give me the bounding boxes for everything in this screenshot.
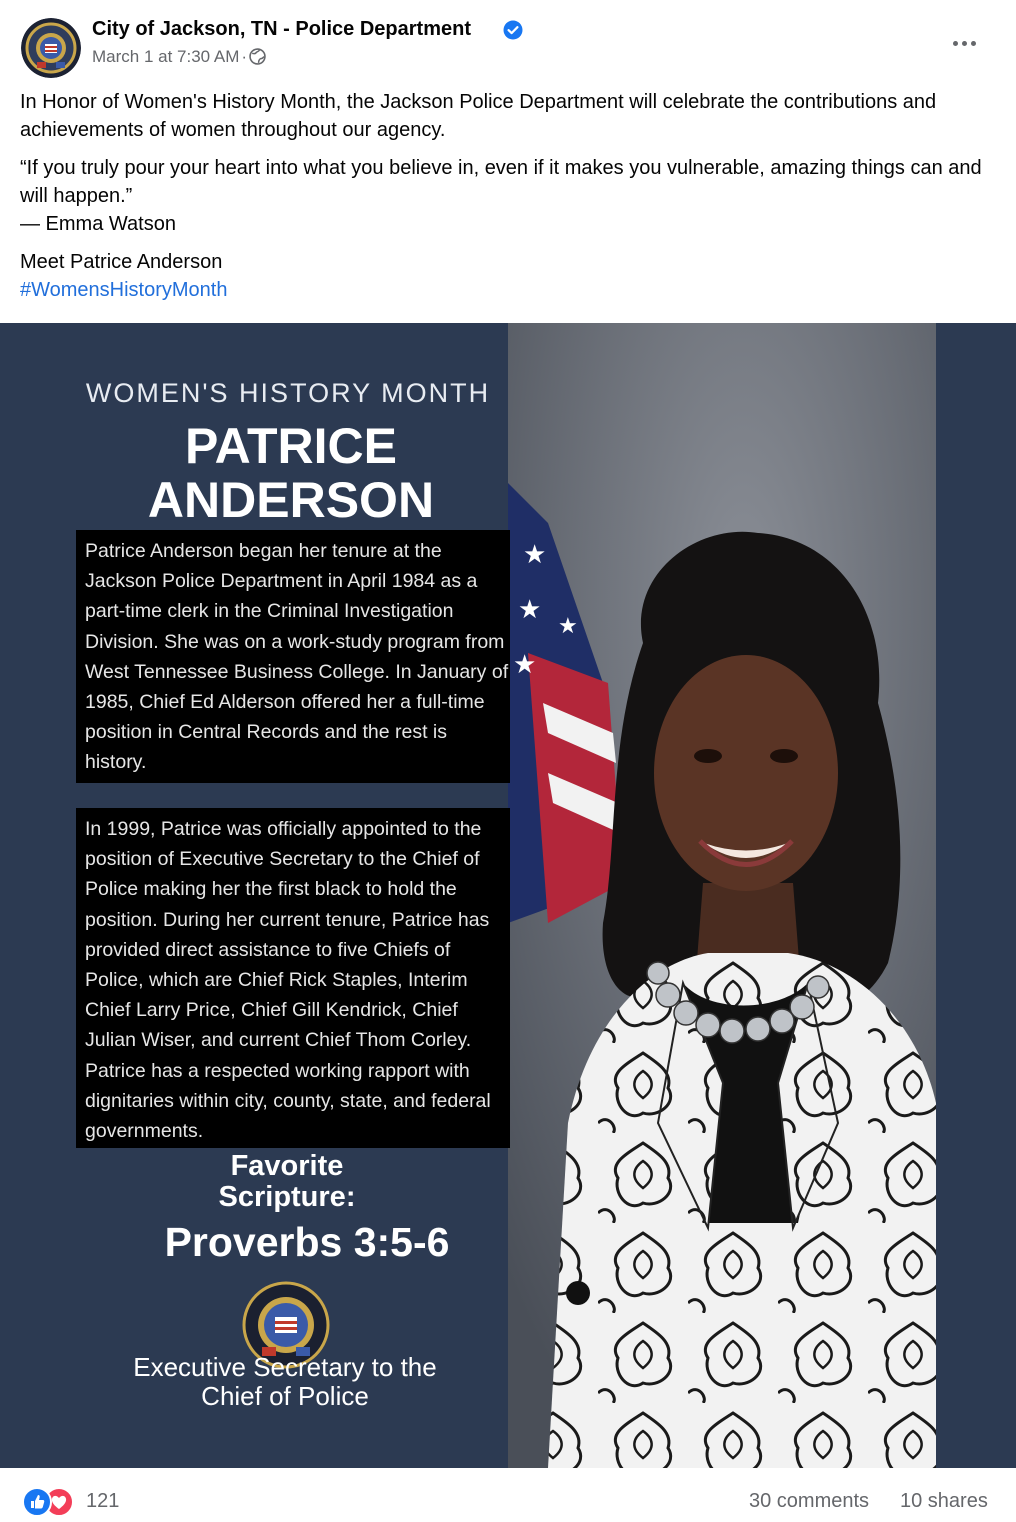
svg-text:★: ★ <box>558 614 578 639</box>
comments-count-link[interactable]: 30 comments <box>749 1490 870 1512</box>
role-title <box>60 1353 510 1411</box>
post-text <box>20 88 1000 304</box>
reaction-count[interactable]: 121 <box>86 1490 120 1512</box>
post-paragraph: In Honor of Women's History Month, the Jackson Police Department will celebrate the contributions and achievements of women throughout our agency. <box>20 91 937 141</box>
role-line: Chief of Police <box>201 1381 369 1411</box>
svg-text:★: ★ <box>513 650 537 680</box>
favorite-line: Favorite <box>230 1150 344 1182</box>
post-quote: “If you truly pour your heart into what you believe in, even if it makes you vulnerable, amazing things can and will happen.” <box>20 157 982 207</box>
graphic-subtitle: WOMEN'S HISTORY MONTH <box>85 378 491 408</box>
page-name-link[interactable]: City of Jackson, TN - Police Department <box>92 18 471 40</box>
svg-text:★: ★ <box>518 595 542 625</box>
post-meet-line: Meet Patrice Anderson <box>20 251 223 273</box>
meta-separator: · <box>241 47 248 66</box>
page-avatar[interactable] <box>21 18 81 78</box>
verified-badge-icon <box>503 20 523 40</box>
name-line: ANDERSON <box>147 472 435 528</box>
more-dot-icon <box>953 41 958 46</box>
name-line: PATRICE <box>184 418 398 474</box>
role-line: Executive Secretary to the <box>133 1352 437 1382</box>
portrait-photo <box>508 323 936 1468</box>
like-reaction-icon <box>22 1487 52 1517</box>
more-dot-icon <box>962 41 967 46</box>
favorite-scripture-heading <box>60 1151 514 1213</box>
post-meta <box>92 47 266 67</box>
hashtag-link[interactable]: #WomensHistoryMonth <box>20 279 228 301</box>
scripture-reference: Proverbs 3:5-6 <box>164 1219 450 1265</box>
bio-box-1: Patrice Anderson began her tenure at the Jackson Police Department in April 1984 as a part-time clerk in the Criminal Investigation Division. She was on a work-study program from West Tennessee Business College. In January of 1985, Chief Ed Alderson offered her a full-time position in Central Records and the rest is history. <box>76 530 510 783</box>
svg-text:★: ★ <box>523 540 547 570</box>
post-image[interactable] <box>0 323 1016 1468</box>
quote-author: — Emma Watson <box>20 213 176 235</box>
bio-box-2: In 1999, Patrice was officially appointed to the position of Executive Secretary to the Chief of Police making her the first black to hold the position. During her current tenure, Patrice has provided direct assistance to five Chiefs of Police, which are Chief Rick Staples, Interim Chief Larry Price, Chief Gill Kendrick, Chief Julian Wiser, and current Chief Thom Corley. Patrice has a respected working rapport with dignitaries within city, county, state, and federal governments. <box>76 808 510 1148</box>
graphic-name <box>60 419 522 527</box>
shares-count-link[interactable]: 10 shares <box>900 1490 988 1512</box>
post-timestamp-link[interactable]: March 1 at 7:30 AM <box>92 47 240 66</box>
favorite-line: Scripture: <box>218 1181 356 1213</box>
more-dot-icon <box>971 41 976 46</box>
globe-icon <box>249 48 266 65</box>
more-options-button[interactable] <box>944 26 984 60</box>
